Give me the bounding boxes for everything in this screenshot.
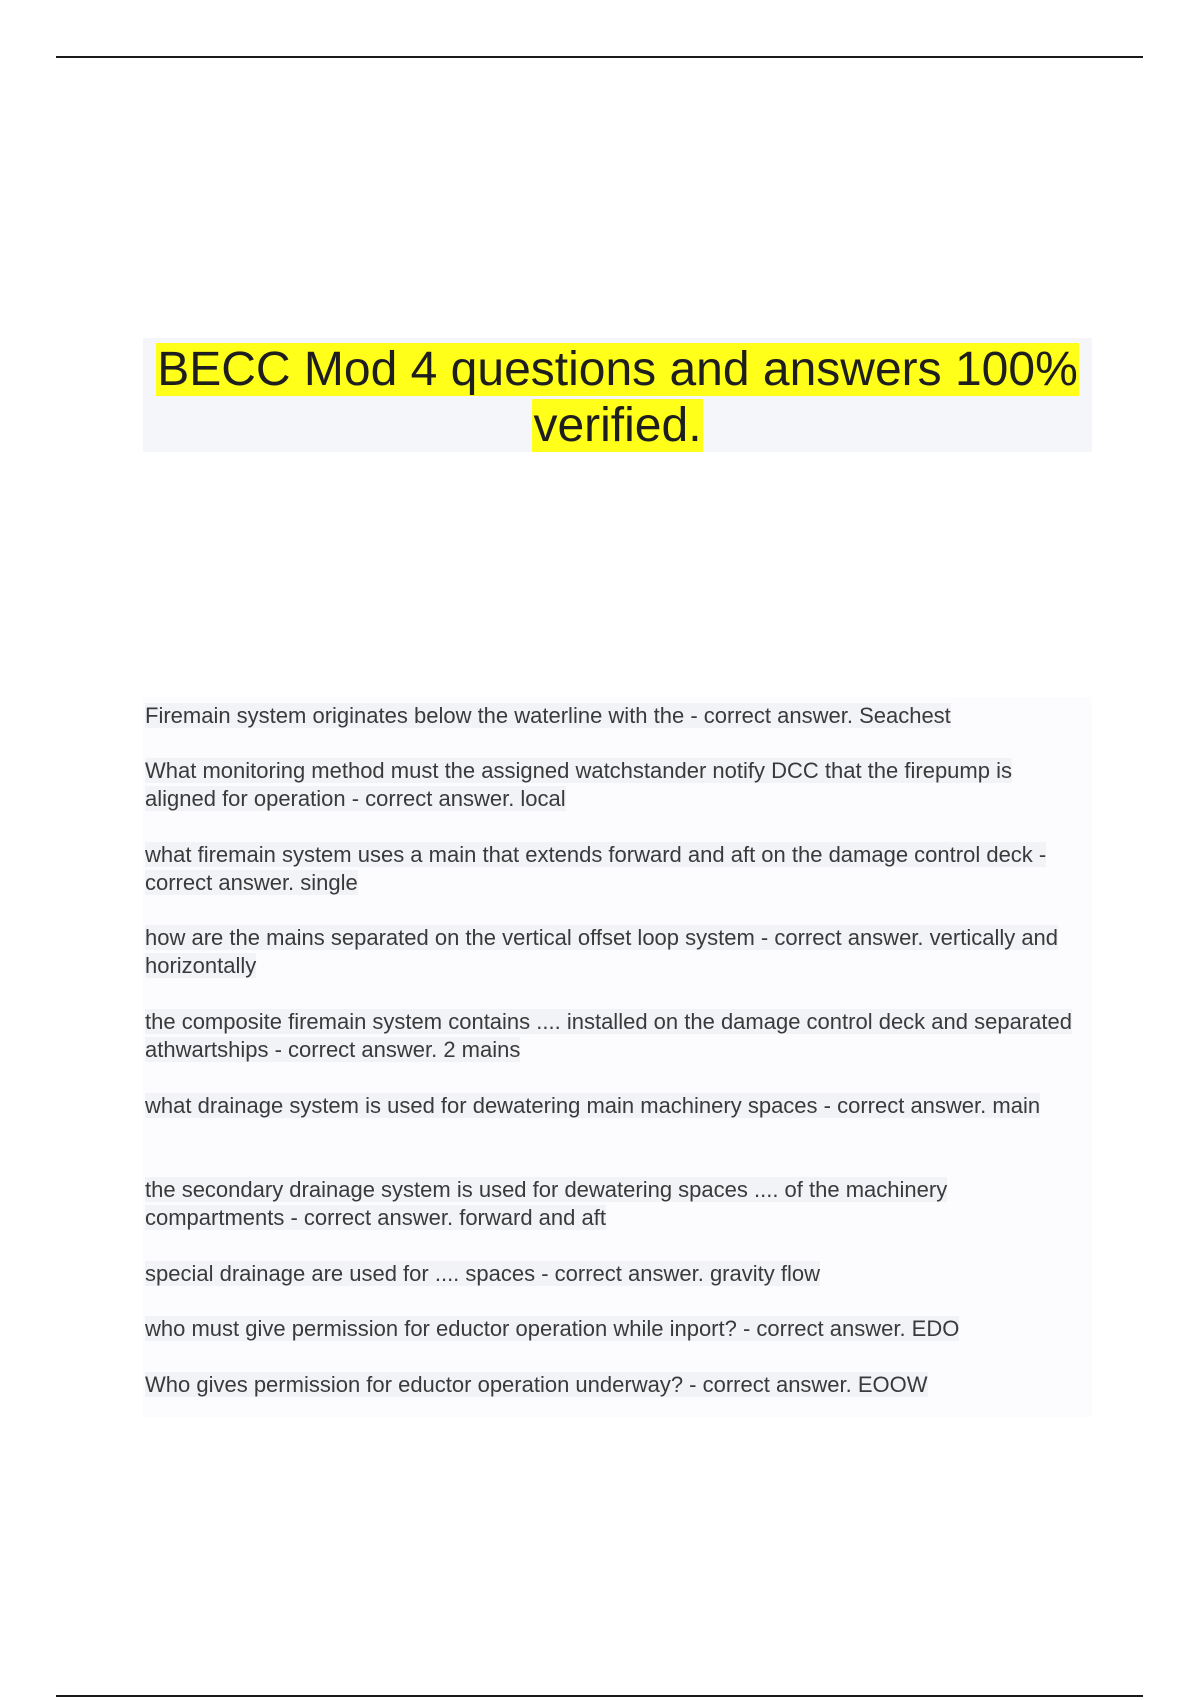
qa-item (145, 1371, 1085, 1399)
qa-item (145, 1260, 1085, 1288)
bottom-rule (56, 1695, 1143, 1697)
qa-item-text: what drainage system is used for dewatering main machinery spaces - correct answer. main (145, 1093, 1041, 1118)
qa-item-text: Who gives permission for eductor operation underway? - correct answer. EOOW (145, 1372, 928, 1397)
qa-item-text: Firemain system originates below the waterline with the - correct answer. Seachest (145, 703, 951, 728)
qa-item-text: who must give permission for eductor operation while inport? - correct answer. EDO (145, 1316, 960, 1341)
qa-item (145, 1092, 1085, 1120)
qa-item-text: What monitoring method must the assigned watchstander notify DCC that the firepump is aligned for operation - correct answer. local (145, 758, 1012, 811)
qa-item (145, 1315, 1085, 1343)
qa-item (145, 1008, 1085, 1064)
document-title-text: BECC Mod 4 questions and answers 100% verified. (157, 343, 1078, 452)
title-block (143, 338, 1092, 452)
qa-item-text: the composite firemain system contains .... installed on the damage control deck and separated athwartships - correct answer. 2 mains (145, 1009, 1072, 1062)
qa-item-text: what firemain system uses a main that extends forward and aft on the damage control deck - correct answer. single (145, 842, 1047, 895)
qa-item (145, 757, 1085, 813)
qa-item (145, 924, 1085, 980)
qa-item (145, 841, 1085, 897)
qa-item (145, 702, 1085, 730)
top-rule (56, 56, 1143, 58)
qa-item-text: special drainage are used for .... spaces - correct answer. gravity flow (145, 1261, 820, 1286)
qa-item-text: how are the mains separated on the vertical offset loop system - correct answer. vertically and horizontally (145, 925, 1059, 978)
document-title (143, 338, 1092, 454)
qa-item-text: the secondary drainage system is used for dewatering spaces .... of the machinery compartments - correct answer. forward and aft (145, 1177, 948, 1230)
qa-item (145, 1176, 1085, 1232)
